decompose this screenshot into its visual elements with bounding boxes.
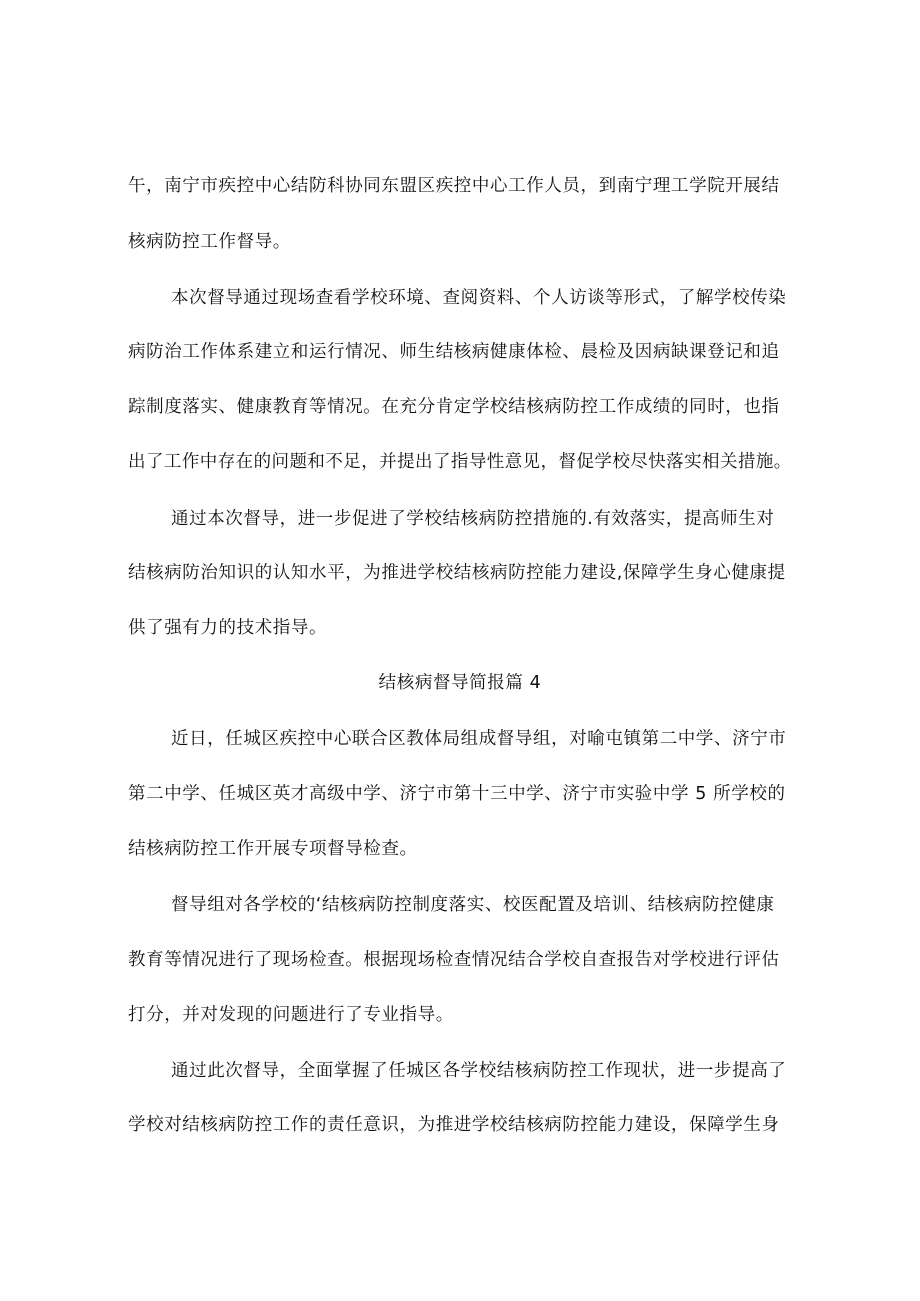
paragraph-5-line-1: 督导组对各学校的‘结核病防控制度落实、校医配置及培训、结核病防控健康 xyxy=(171,895,775,915)
paragraph-4-line-1: 近日，任城区疾控中心联合区教体局组成督导组，对喻屯镇第二中学、济宁市 xyxy=(171,729,787,749)
section-heading: 结核病督导简报篇 4 xyxy=(378,673,542,693)
paragraph-3-line-1: 通过本次督导，进一步促进了学校结核病防控措施的.有效落实，提高师生对 xyxy=(171,509,775,529)
paragraph-2-line-1: 本次督导通过现场查看学校环境、查阅资料、个人访谈等形式，了解学校传染 xyxy=(171,288,787,308)
paragraph-1-line-2: 核病防控工作督导。 xyxy=(128,232,291,252)
paragraph-5-line-2: 教育等情况进行了现场检查。根据现场检查情况结合学校自查报告对学校进行评估 xyxy=(128,950,780,970)
paragraph-4-line-2: 第二中学、任城区英才高级中学、济宁市第十三中学、济宁市实验中学 5 所学校的 xyxy=(128,784,786,804)
paragraph-4-line-3: 结核病防控工作开展专项督导检查。 xyxy=(128,839,418,859)
paragraph-6-line-1: 通过此次督导，全面掌握了任城区各学校结核病防控工作现状，进一步提高了 xyxy=(171,1061,787,1081)
paragraph-2-line-3: 踪制度落实、健康教育等情况。在充分肯定学校结核病防控工作成绩的同时，也指 xyxy=(128,397,780,417)
paragraph-2-line-2: 病防治工作体系建立和运行情况、师生结核病健康体检、晨检及因病缺课登记和追 xyxy=(128,342,780,362)
paragraph-3-line-3: 供了强有力的技术指导。 xyxy=(128,618,328,638)
paragraph-3-line-2: 结核病防治知识的认知水平，为推进学校结核病防控能力建设,保障学生身心健康提 xyxy=(128,563,786,583)
paragraph-6-line-2: 学校对结核病防控工作的责任意识，为推进学校结核病防控能力建设，保障学生身 xyxy=(128,1115,780,1135)
paragraph-5-line-3: 打分，并对发现的问题进行了专业指导。 xyxy=(128,1005,454,1025)
paragraph-1-line-1: 午，南宁市疾控中心结防科协同东盟区疾控中心工作人员，到南宁理工学院开展结 xyxy=(128,176,780,196)
paragraph-2-line-4: 出了工作中存在的问题和不足，并提出了指导性意见，督促学校尽快落实相关措施。 xyxy=(128,452,792,472)
